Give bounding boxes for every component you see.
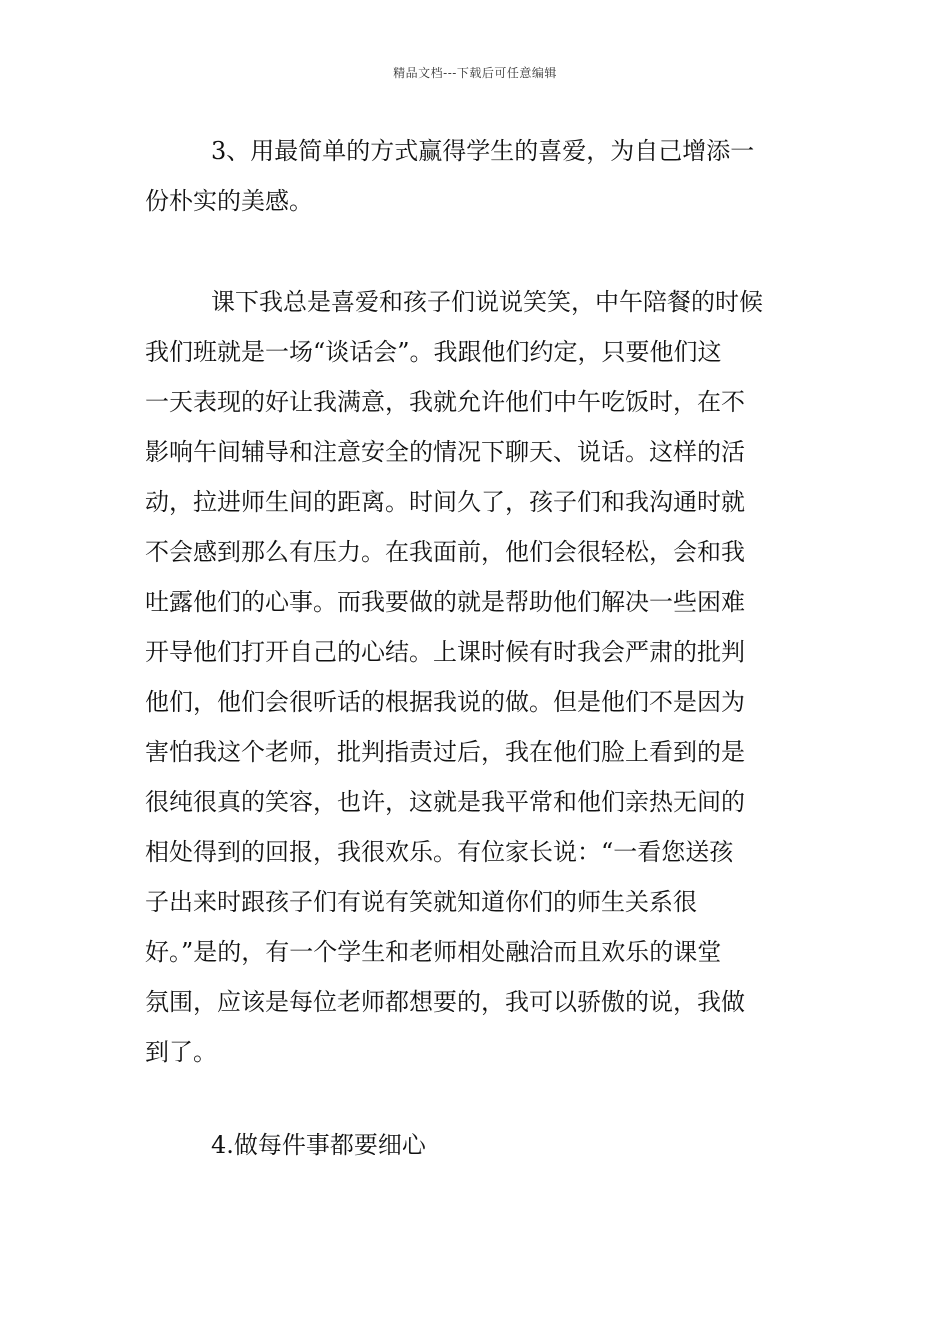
paragraph-line: 影响午间辅导和注意安全的情况下聊天、说话。这样的活	[145, 438, 745, 466]
paragraph-body	[145, 277, 810, 1077]
page-header: 精品文档---下载后可任意编辑	[393, 66, 557, 80]
paragraph-section-3	[145, 126, 810, 226]
paragraph-line: 一天表现的好让我满意，我就允许他们中午吃饭时，在不	[145, 388, 745, 416]
paragraph-line: 4.做每件事都要细心	[211, 1131, 426, 1159]
paragraph-line: 我们班就是一场“谈话会”。我跟他们约定，只要他们这	[145, 338, 722, 366]
paragraph-line: 课下我总是喜爱和孩子们说说笑笑，中午陪餐的时候	[211, 288, 763, 316]
paragraph-line: 3、用最简单的方式赢得学生的喜爱，为自己增添一	[211, 137, 755, 165]
paragraph-line: 到了。	[145, 1038, 217, 1066]
paragraph-line: 吐露他们的心事。而我要做的就是帮助他们解决一些困难	[145, 588, 745, 616]
paragraph-line: 开导他们打开自己的心结。上课时候有时我会严肃的批判	[145, 638, 745, 666]
paragraph-line: 氛围，应该是每位老师都想要的，我可以骄傲的说，我做	[145, 988, 745, 1016]
paragraph-section-4	[145, 1120, 810, 1170]
paragraph-line: 他们，他们会很听话的根据我说的做。但是他们不是因为	[145, 688, 745, 716]
paragraph-line: 不会感到那么有压力。在我面前，他们会很轻松，会和我	[145, 538, 745, 566]
paragraph-line: 动，拉进师生间的距离。时间久了，孩子们和我沟通时就	[145, 488, 745, 516]
paragraph-line: 好。”是的，有一个学生和老师相处融洽而且欢乐的课堂	[145, 938, 722, 966]
paragraph-line: 害怕我这个老师，批判指责过后，我在他们脸上看到的是	[145, 738, 745, 766]
paragraph-line: 子出来时跟孩子们有说有笑就知道你们的师生关系很	[145, 888, 697, 916]
paragraph-line: 相处得到的回报，我很欢乐。有位家长说：“一看您送孩	[145, 838, 734, 866]
paragraph-line: 份朴实的美感。	[145, 187, 313, 215]
paragraph-line: 很纯很真的笑容，也许，这就是我平常和他们亲热无间的	[145, 788, 745, 816]
